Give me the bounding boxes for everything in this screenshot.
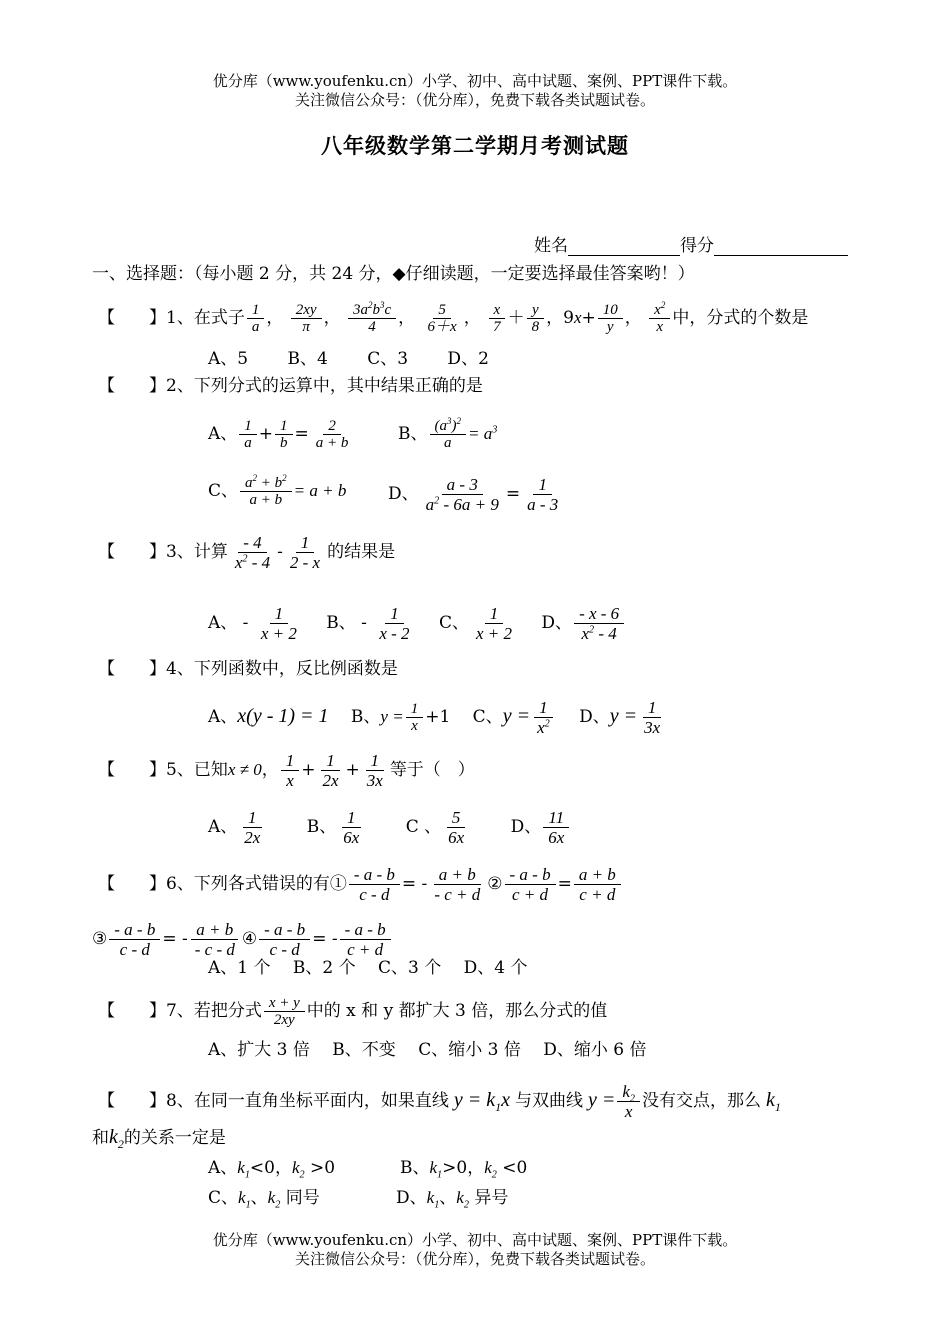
header-line-2: 关注微信公众号：（优分库），免费下载各类试题试卷。 [294, 91, 655, 109]
q8-option-b: B、$k_1>0$，$k_2 <0$ [400, 1158, 528, 1181]
q7-prefix: 7、若把分式 [166, 1001, 262, 1021]
section-heading: 一、选择题：（每小题 2 分，共 24 分，◆仔细读题，一定要选择最佳答案哟！） [92, 264, 695, 284]
q1-suffix: 中，分式的个数是 [672, 308, 809, 328]
option-label: A、 [208, 1158, 238, 1178]
option-label: C、 [438, 613, 469, 633]
header-line-1: 优分库（www.youfenku.cn）小学、初中、高中试题、案例、PPT课件下载。 [212, 72, 738, 90]
question-8-continued: 和$k_2$的关系一定是 [92, 1126, 226, 1151]
option-label: B、 [398, 424, 428, 444]
option-label: B、 [400, 1158, 430, 1178]
question-6: 【 】6、下列各式错误的有① $\frac{- a - b}{c - d}$ = - $\frac{a + b}{- c + d}$ ② $\frac{- a - b}{c + d}$ = $\frac{a + b}{c + d}$ [98, 865, 623, 904]
answer-bracket: 【 】 [98, 542, 166, 562]
q8-and: 和 [92, 1128, 109, 1148]
q7-suffix: 中的 x 和 y 都扩大 3 倍，那么分式的值 [306, 1001, 608, 1021]
q2-option-c: C、 $\frac{a^2 + b^2}{a + b}$ = a + b [208, 473, 347, 508]
question-3: 【 】3、计算 $\frac{- 4}{x^2 - 4}$ - $\frac{1}{2 - x}$ 的结果是 [98, 533, 396, 572]
name-score-line [534, 236, 848, 256]
option-label: A、 [208, 613, 238, 633]
q5-options: A、 $\frac{1}{2x}$ B、 $\frac{1}{6x}$ C 、 $\frac{5}{6x}$ D、 $\frac{11}{6x}$ [208, 808, 571, 847]
score-blank [714, 237, 848, 256]
option-label: B、 [350, 707, 381, 727]
option-label: A、 [208, 707, 238, 727]
option-label: C、 [208, 481, 239, 501]
q8-part-2: 与双曲线 [514, 1091, 583, 1111]
q8-option-c: C、$k_1$、$k_2$ 同号 [208, 1188, 320, 1211]
answer-bracket: 【 】 [98, 760, 166, 780]
question-7: 【 】7、若把分式 $\frac{x + y}{2xy}$ 中的 x 和 y 都扩大 3 倍，那么分式的值 [98, 995, 608, 1028]
option-label: D、 [388, 484, 419, 504]
q2-option-b: B、 $\frac{(a^3)^2}{a}$ = $a^3$ [398, 416, 498, 451]
q6-options: A、1 个 B、2 个 C、3 个 D、4 个 [208, 958, 528, 978]
footer-line-2: 关注微信公众号：（优分库），免费下载各类试题试卷。 [294, 1250, 655, 1268]
footer-line-1: 优分库（www.youfenku.cn）小学、初中、高中试题、案例、PPT课件下载。 [212, 1231, 738, 1249]
q3-suffix: 的结果是 [327, 542, 396, 562]
question-5: 【 】5、已知x ≠ 0， $\frac{1}{x}$ + $\frac{1}{2x}$ + $\frac{1}{3x}$ 等于（ ） [98, 751, 475, 790]
question-6-continued: ③ $\frac{- a - b}{c - d}$ = - $\frac{a + b}{- c - d}$ ④ $\frac{- a - b}{c - d}$ = - $\frac{- a - b}{c + d}$ [92, 920, 393, 959]
answer-bracket: 【 】 [98, 874, 166, 894]
option-label: D、 [541, 613, 573, 633]
q2-option-d: D、 $\frac{a - 3}{a^2 - 6a + 9}$ = $\frac{1}{a - 3}$ [388, 475, 559, 514]
option-label: C、 [208, 1188, 239, 1208]
option-label: D、 [510, 817, 542, 837]
q8-option-a: A、$k_1<0$，$k_2 >0$ [208, 1158, 336, 1181]
q5-prefix: 5、已知 [166, 760, 228, 780]
option-label: B、 [306, 817, 337, 837]
page-title: 八年级数学第二学期月考测试题 [321, 133, 629, 158]
answer-bracket: 【 】 [98, 659, 166, 679]
answer-bracket: 【 】 [98, 376, 166, 396]
q8-line-2: 的关系一定是 [123, 1128, 226, 1148]
q1-options: A、5 B、4 C、3 D、2 [208, 349, 489, 369]
q1-prefix: 1、在式子 [166, 308, 245, 328]
q3-prefix: 3、计算 [166, 542, 228, 562]
option-label: A、 [208, 424, 238, 444]
q4-options: A、x(y - 1) = 1 B、y = $\frac{1}{x}$ +1 C、y = $\frac{1}{x^2}$ D、y = $\frac{1}{3x}$ [208, 698, 661, 737]
q8-option-d: D、$k_1$、$k_2$ 异号 [396, 1188, 509, 1211]
question-8: 【 】8、在同一直角坐标平面内，如果直线 $y = k_1x$ 与双曲线 y = $\frac{k_2}{x}$ 没有交点，那么 $k_1$ [98, 1082, 781, 1121]
question-1: 【 】1、在式子 $\frac{1}{a}$ ， $\frac{2xy}{\pi}$ ， $\frac{3a^2b^3c}{4}$ ， $\frac{5}{6+x}$ ， $\frac{x}{7}$ ＋ $\frac{y}{8}$ ，9x+ $\frac{10}{y}$ ， $\frac{x^2}{x}$ 中，分式的个数是 [98, 300, 809, 335]
score-label: 得分 [680, 236, 714, 256]
q8-part-1: 8、在同一直角坐标平面内，如果直线 [166, 1091, 449, 1111]
name-blank [568, 237, 680, 256]
answer-bracket: 【 】 [98, 1091, 166, 1111]
option-label: A、 [208, 817, 238, 837]
q5-suffix: 等于（ ） [389, 760, 475, 780]
q6-prefix: 6、下列各式错误的有 [166, 874, 330, 894]
question-4 [98, 659, 398, 679]
option-label: D、 [579, 707, 610, 727]
name-label: 姓名 [534, 236, 568, 256]
q7-options: A、扩大 3 倍 B、不变 C、缩小 3 倍 D、缩小 6 倍 [208, 1040, 647, 1060]
option-label: C 、 [405, 817, 442, 837]
q8-part-3: 没有交点，那么 [641, 1091, 761, 1111]
option-label: B、 [326, 613, 356, 633]
q2-stem: 2、下列分式的运算中，其中结果正确的是 [166, 376, 483, 396]
q4-stem: 4、下列函数中，反比例函数是 [166, 659, 398, 679]
answer-bracket: 【 】 [98, 1001, 166, 1021]
answer-bracket: 【 】 [98, 308, 166, 328]
question-2 [98, 376, 483, 396]
q3-options: A、 - $\frac{1}{x + 2}$ B、 - $\frac{1}{x - 2}$ C、 $\frac{1}{x + 2}$ D、 $\frac{- x - 6}{x^2 - 4}$ [208, 604, 626, 643]
option-label: C、 [472, 707, 503, 727]
q2-option-a: A、 $\frac{1}{a}$ + $\frac{1}{b}$ = $\frac{2}{a + b}$ [208, 418, 349, 451]
option-label: D、 [396, 1188, 427, 1208]
